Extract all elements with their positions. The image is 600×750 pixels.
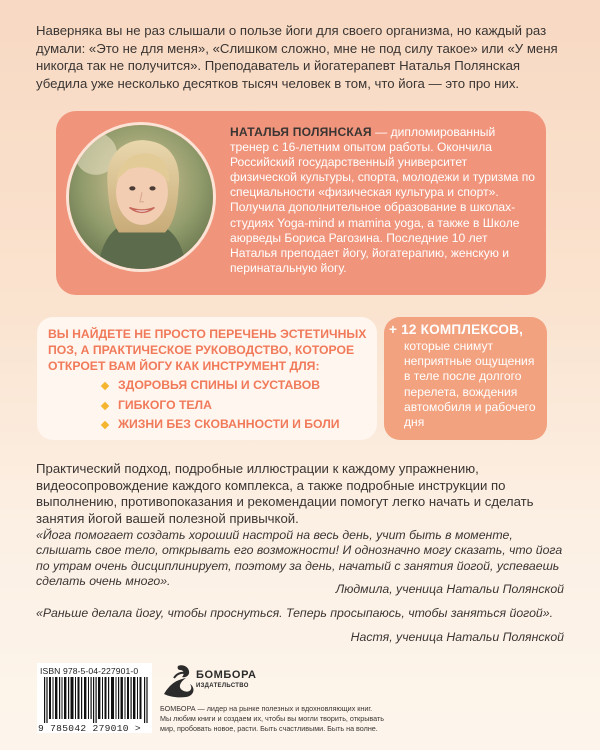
publisher-description: [160, 704, 560, 734]
diamond-bullet-icon: [101, 421, 109, 429]
publisher-line: Мы любим книги и создаем их, чтобы вы могли творить, открывать: [160, 714, 384, 723]
isbn-label: ISBN 978-5-04-227901-0: [40, 666, 139, 676]
author-bio-text: — дипломированный тренер с 16-летним опытом работы. Окончила Российский государственный университет физической культуры, спорта, молодежи и туризма по специальности «физическая культура и спорт». Получила дополнительное образование в школах-студиях Yoga-mind и mamina yoga, а также в Школе аюрведы Бориса Рагозина. Последние 10 лет Наталья преподает йогу, йогатерапию, женскую и перинатальную йогу.: [230, 125, 536, 275]
testimonial-author: Настя, ученица Натальи Полянской: [350, 630, 564, 644]
intro-paragraph: Наверняка вы не раз слышали о пользе йоги для своего организма, но каждый раз думали: «Это не для меня», «Слишком сложно, мне не под силу такое» или «У меня никогда так не получится». Преподаватель и йогатерапевт Наталья Полянская убедила уже несколько десятков тысяч человек в том, что йога — это про них.: [36, 23, 558, 91]
list-item: [102, 396, 340, 416]
features-list: [102, 376, 340, 435]
publisher-line: мир, пробовать новое, расти. Быть счастливыми. Быть на волне.: [160, 724, 378, 733]
list-item: [102, 376, 340, 396]
publisher-logo-subtitle: ИЗДАТЕЛЬСТВО: [196, 683, 249, 689]
approach-paragraph: Практический подход, подробные иллюстрации к каждому упражнению, видеосопровождение каждого комплекса, а также подробные инструкции по выполнению, противопоказания и рекомендации помогут легко начать и сделать занятия йогой вашей полезной привычкой.: [36, 461, 534, 526]
testimonial-author: Людмила, ученица Натальи Полянской: [335, 582, 564, 596]
publisher-logo-text: БОМБОРА: [196, 669, 257, 681]
author-photo: [66, 122, 216, 272]
barcode-number: 9 785042 279010 >: [38, 723, 141, 734]
publisher-line: БОМБОРА — лидер на рынке полезных и вдохновляющих книг.: [160, 704, 373, 713]
testimonial-quote: «Йога помогает создать хороший настрой на весь день, учит быть в моменте, слышать свое тело, открывать его возможности! И однозначно могу сказать, что йога по утрам очень дисциплинирует, поэтому за день, начатый с занятия йогой, успеваешь сделать очень много».: [36, 528, 563, 588]
author-name: НАТАЛЬЯ ПОЛЯНСКАЯ: [230, 125, 372, 139]
feature-item-label: ЖИЗНИ БЕЗ СКОВАННОСТИ И БОЛИ: [118, 417, 340, 431]
diamond-bullet-icon: [101, 382, 109, 390]
author-portrait-image: [69, 125, 213, 269]
diamond-bullet-icon: [101, 401, 109, 409]
feature-item-label: ГИБКОГО ТЕЛА: [118, 397, 212, 412]
feature-item-label: ЗДОРОВЬЯ СПИНЫ И СУСТАВОВ: [118, 378, 321, 392]
list-item: [102, 415, 340, 435]
barcode-icon: [44, 677, 148, 723]
complexes-title: + 12 КОМПЛЕКСОВ,: [389, 322, 524, 337]
features-title: ВЫ НАЙДЕТЕ НЕ ПРОСТО ПЕРЕЧЕНЬ ЭСТЕТИЧНЫХ ПОЗ, А ПРАКТИЧЕСКОЕ РУКОВОДСТВО, КОТОРОЕ ОТКРОЕТ ВАМ ЙОГУ КАК ИНСТРУМЕНТ ДЛЯ:: [48, 327, 367, 373]
author-bio: [230, 125, 536, 276]
testimonial-quote: «Раньше делала йогу, чтобы проснуться. Теперь просыпаюсь, чтобы заняться йогой».: [36, 606, 554, 620]
complexes-text: которые снимут неприятные ощущения в теле после долгого перелета, вождения автомобиля и рабочего дня: [404, 339, 536, 430]
